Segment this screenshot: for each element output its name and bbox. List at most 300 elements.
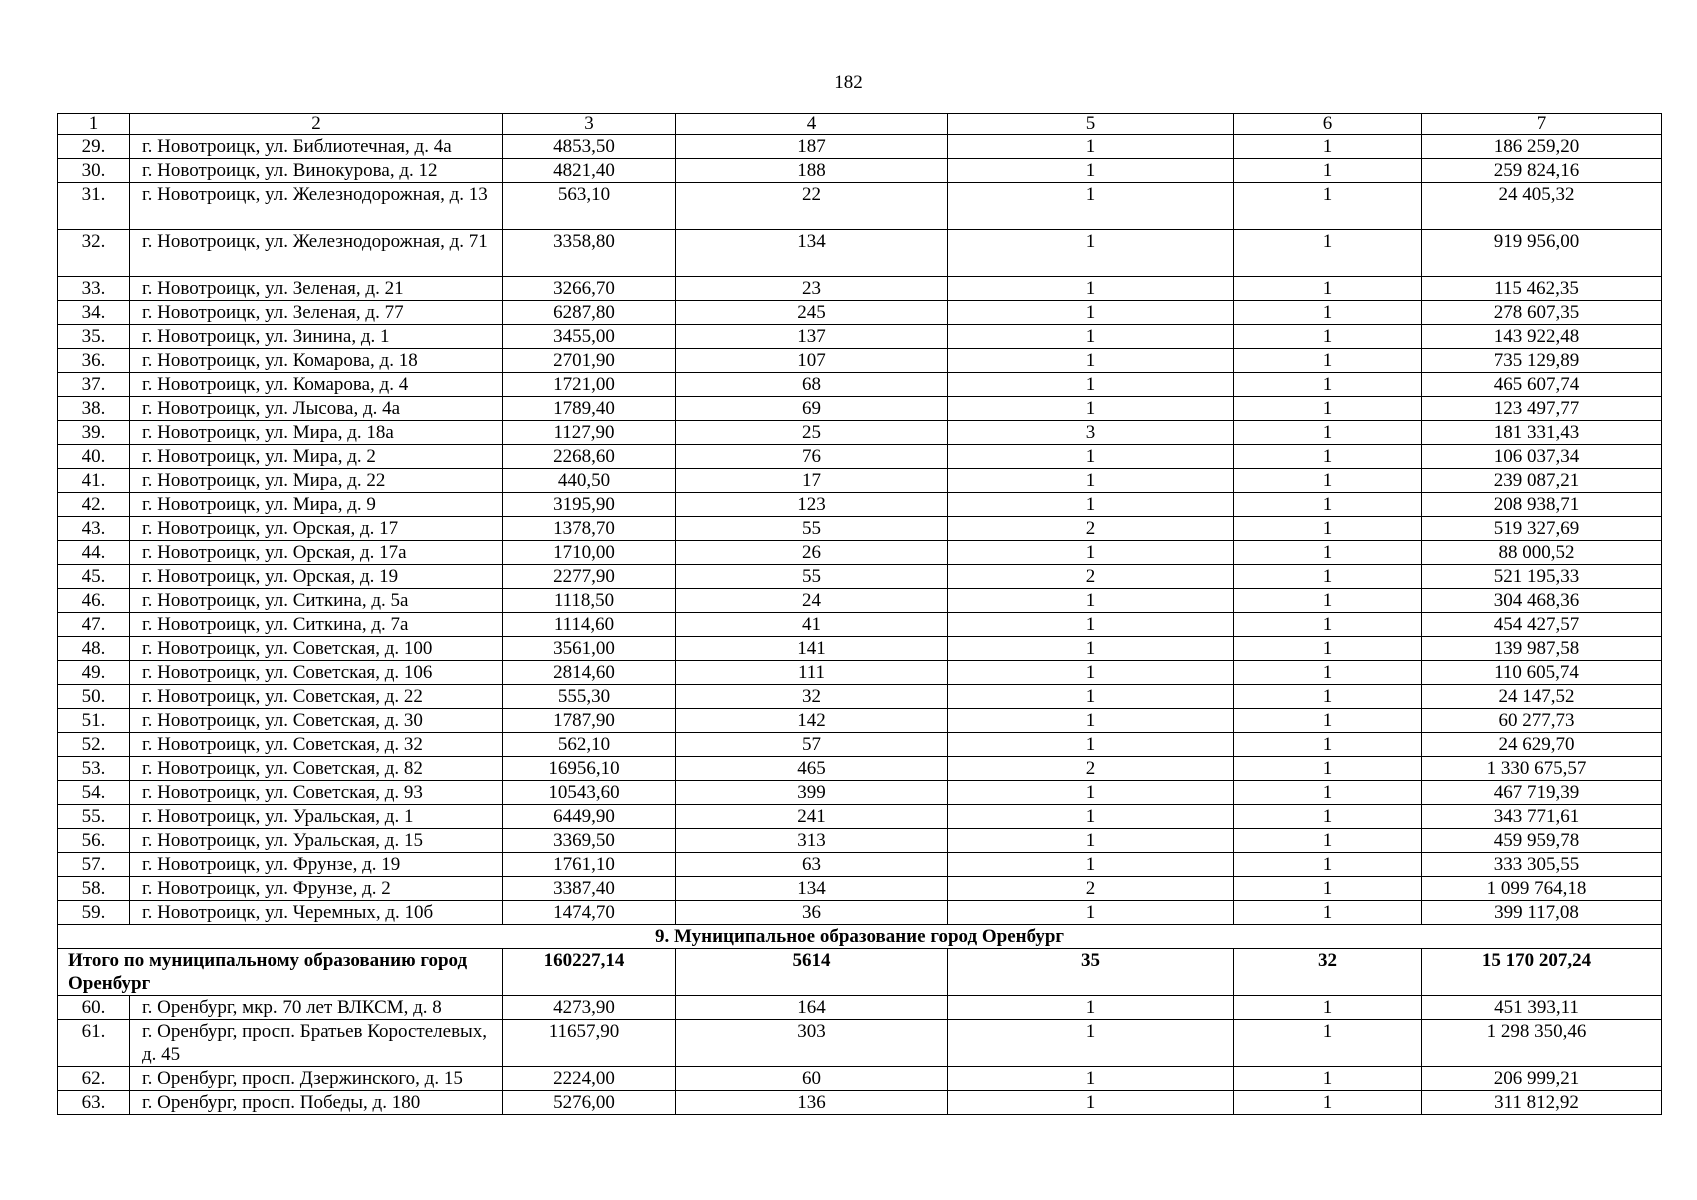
- area-cell: 555,30: [503, 685, 676, 709]
- residents-cell: 32: [676, 685, 948, 709]
- address-cell: г. Новотроицк, ул. Зеленая, д. 21: [130, 277, 503, 301]
- table-row: [58, 325, 1662, 349]
- cost-cell: 919 956,00: [1422, 230, 1662, 277]
- count-cell: 1: [1234, 637, 1422, 661]
- count-cell: 1: [948, 781, 1234, 805]
- residents-cell: 24: [676, 589, 948, 613]
- total-count: 35: [948, 949, 1234, 996]
- count-cell: 1: [1234, 325, 1422, 349]
- count-cell: 1: [948, 445, 1234, 469]
- count-cell: 1: [1234, 135, 1422, 159]
- column-header: 6: [1234, 114, 1422, 135]
- row-number: 58.: [58, 877, 130, 901]
- area-cell: 3266,70: [503, 277, 676, 301]
- cost-cell: 333 305,55: [1422, 853, 1662, 877]
- address-cell: г. Новотроицк, ул. Мира, д. 18а: [130, 421, 503, 445]
- table-row: [58, 829, 1662, 853]
- count-cell: 1: [948, 469, 1234, 493]
- row-number: 34.: [58, 301, 130, 325]
- table-body: [58, 114, 1662, 1115]
- residents-cell: 245: [676, 301, 948, 325]
- address-cell: г. Новотроицк, ул. Ситкина, д. 7а: [130, 613, 503, 637]
- cost-cell: 88 000,52: [1422, 541, 1662, 565]
- address-cell: г. Новотроицк, ул. Уральская, д. 1: [130, 805, 503, 829]
- count-cell: 1: [1234, 230, 1422, 277]
- residents-cell: 134: [676, 877, 948, 901]
- area-cell: 562,10: [503, 733, 676, 757]
- table-row: [58, 1067, 1662, 1091]
- count-cell: 1: [948, 589, 1234, 613]
- table-row: [58, 877, 1662, 901]
- table-row: [58, 565, 1662, 589]
- address-cell: г. Новотроицк, ул. Советская, д. 30: [130, 709, 503, 733]
- row-number: 62.: [58, 1067, 130, 1091]
- row-number: 37.: [58, 373, 130, 397]
- row-number: 51.: [58, 709, 130, 733]
- cost-cell: 451 393,11: [1422, 996, 1662, 1020]
- row-number: 52.: [58, 733, 130, 757]
- table-row: [58, 301, 1662, 325]
- cost-cell: 459 959,78: [1422, 829, 1662, 853]
- table-row: [58, 781, 1662, 805]
- column-header: 2: [130, 114, 503, 135]
- address-cell: г. Новотроицк, ул. Мира, д. 2: [130, 445, 503, 469]
- cost-cell: 304 468,36: [1422, 589, 1662, 613]
- residents-cell: 22: [676, 183, 948, 230]
- residents-cell: 141: [676, 637, 948, 661]
- address-cell: г. Новотроицк, ул. Лысова, д. 4а: [130, 397, 503, 421]
- section-title: 9. Муниципальное образование город Оренбург: [58, 925, 1662, 949]
- table-row: [58, 517, 1662, 541]
- count-cell: 2: [948, 877, 1234, 901]
- area-cell: 2224,00: [503, 1067, 676, 1091]
- residents-cell: 69: [676, 397, 948, 421]
- count-cell: 1: [1234, 1020, 1422, 1067]
- residents-cell: 60: [676, 1067, 948, 1091]
- table-row: [58, 685, 1662, 709]
- residents-cell: 399: [676, 781, 948, 805]
- count-cell: 1: [948, 685, 1234, 709]
- cost-cell: 465 607,74: [1422, 373, 1662, 397]
- row-number: 59.: [58, 901, 130, 925]
- cost-cell: 115 462,35: [1422, 277, 1662, 301]
- residents-cell: 23: [676, 277, 948, 301]
- address-cell: г. Оренбург, просп. Победы, д. 180: [130, 1091, 503, 1115]
- table-row: [58, 159, 1662, 183]
- residents-cell: 136: [676, 1091, 948, 1115]
- table-row: [58, 757, 1662, 781]
- count-cell: 1: [948, 397, 1234, 421]
- count-cell: 1: [1234, 565, 1422, 589]
- row-number: 30.: [58, 159, 130, 183]
- count-cell: 3: [948, 421, 1234, 445]
- table-row: [58, 421, 1662, 445]
- address-cell: г. Новотроицк, ул. Железнодорожная, д. 71: [130, 230, 503, 277]
- count-cell: 1: [1234, 1067, 1422, 1091]
- area-cell: 1710,00: [503, 541, 676, 565]
- area-cell: 1474,70: [503, 901, 676, 925]
- cost-cell: 1 099 764,18: [1422, 877, 1662, 901]
- address-cell: г. Новотроицк, ул. Орская, д. 17а: [130, 541, 503, 565]
- total-row: [58, 949, 1662, 996]
- residents-cell: 68: [676, 373, 948, 397]
- cost-cell: 24 147,52: [1422, 685, 1662, 709]
- count-cell: 1: [948, 709, 1234, 733]
- table-row: [58, 135, 1662, 159]
- count-cell: 1: [1234, 445, 1422, 469]
- cost-cell: 239 087,21: [1422, 469, 1662, 493]
- cost-cell: 60 277,73: [1422, 709, 1662, 733]
- count-cell: 1: [1234, 901, 1422, 925]
- count-cell: 1: [1234, 661, 1422, 685]
- residents-cell: 134: [676, 230, 948, 277]
- column-header: 1: [58, 114, 130, 135]
- residents-cell: 123: [676, 493, 948, 517]
- count-cell: 1: [1234, 709, 1422, 733]
- cost-cell: 110 605,74: [1422, 661, 1662, 685]
- area-cell: 2701,90: [503, 349, 676, 373]
- residents-cell: 188: [676, 159, 948, 183]
- cost-cell: 1 330 675,57: [1422, 757, 1662, 781]
- count-cell: 1: [948, 541, 1234, 565]
- area-cell: 3387,40: [503, 877, 676, 901]
- table-row: [58, 613, 1662, 637]
- count-cell: 1: [948, 1091, 1234, 1115]
- address-cell: г. Новотроицк, ул. Фрунзе, д. 2: [130, 877, 503, 901]
- address-cell: г. Новотроицк, ул. Комарова, д. 4: [130, 373, 503, 397]
- address-cell: г. Новотроицк, ул. Железнодорожная, д. 13: [130, 183, 503, 230]
- residents-cell: 55: [676, 565, 948, 589]
- area-cell: 440,50: [503, 469, 676, 493]
- table-row: [58, 661, 1662, 685]
- row-number: 61.: [58, 1020, 130, 1067]
- cost-cell: 1 298 350,46: [1422, 1020, 1662, 1067]
- cost-cell: 139 987,58: [1422, 637, 1662, 661]
- area-cell: 3369,50: [503, 829, 676, 853]
- residents-cell: 241: [676, 805, 948, 829]
- area-cell: 2277,90: [503, 565, 676, 589]
- count-cell: 1: [948, 733, 1234, 757]
- cost-cell: 454 427,57: [1422, 613, 1662, 637]
- table-row: [58, 230, 1662, 277]
- residents-cell: 164: [676, 996, 948, 1020]
- count-cell: 1: [1234, 301, 1422, 325]
- row-number: 43.: [58, 517, 130, 541]
- count-cell: 1: [948, 613, 1234, 637]
- table-row: [58, 349, 1662, 373]
- residents-cell: 26: [676, 541, 948, 565]
- address-cell: г. Новотроицк, ул. Комарова, д. 18: [130, 349, 503, 373]
- count-cell: 1: [948, 637, 1234, 661]
- count-cell: 1: [1234, 613, 1422, 637]
- cost-cell: 399 117,08: [1422, 901, 1662, 925]
- area-cell: 1114,60: [503, 613, 676, 637]
- area-cell: 6449,90: [503, 805, 676, 829]
- cost-cell: 24 629,70: [1422, 733, 1662, 757]
- row-number: 32.: [58, 230, 130, 277]
- area-cell: 2268,60: [503, 445, 676, 469]
- address-cell: г. Новотроицк, ул. Советская, д. 106: [130, 661, 503, 685]
- area-cell: 2814,60: [503, 661, 676, 685]
- cost-cell: 311 812,92: [1422, 1091, 1662, 1115]
- table-row: [58, 1020, 1662, 1067]
- address-cell: г. Новотроицк, ул. Библиотечная, д. 4а: [130, 135, 503, 159]
- column-number-row: [58, 114, 1662, 135]
- column-header: 3: [503, 114, 676, 135]
- count-cell: 1: [948, 349, 1234, 373]
- row-number: 29.: [58, 135, 130, 159]
- count-cell: 1: [1234, 493, 1422, 517]
- total-count: 32: [1234, 949, 1422, 996]
- row-number: 60.: [58, 996, 130, 1020]
- address-cell: г. Новотроицк, ул. Фрунзе, д. 19: [130, 853, 503, 877]
- table-row: [58, 541, 1662, 565]
- table-row: [58, 637, 1662, 661]
- address-cell: г. Новотроицк, ул. Зеленая, д. 77: [130, 301, 503, 325]
- address-cell: г. Новотроицк, ул. Советская, д. 32: [130, 733, 503, 757]
- table-row: [58, 445, 1662, 469]
- area-cell: 10543,60: [503, 781, 676, 805]
- total-label: Итого по муниципальному образованию город Оренбург: [58, 949, 503, 996]
- column-header: 4: [676, 114, 948, 135]
- address-cell: г. Оренбург, мкр. 70 лет ВЛКСМ, д. 8: [130, 996, 503, 1020]
- table-row: [58, 373, 1662, 397]
- cost-cell: 519 327,69: [1422, 517, 1662, 541]
- cost-cell: 259 824,16: [1422, 159, 1662, 183]
- count-cell: 1: [948, 1067, 1234, 1091]
- count-cell: 1: [1234, 733, 1422, 757]
- row-number: 55.: [58, 805, 130, 829]
- table-row: [58, 901, 1662, 925]
- row-number: 54.: [58, 781, 130, 805]
- row-number: 63.: [58, 1091, 130, 1115]
- residents-cell: 187: [676, 135, 948, 159]
- page-number: 182: [834, 72, 863, 93]
- address-cell: г. Новотроицк, ул. Ситкина, д. 5а: [130, 589, 503, 613]
- count-cell: 1: [1234, 805, 1422, 829]
- table-row: [58, 469, 1662, 493]
- count-cell: 1: [1234, 853, 1422, 877]
- cost-cell: 123 497,77: [1422, 397, 1662, 421]
- count-cell: 1: [1234, 183, 1422, 230]
- table-row: [58, 277, 1662, 301]
- housing-registry-table: [57, 113, 1662, 1115]
- area-cell: 563,10: [503, 183, 676, 230]
- count-cell: 1: [1234, 829, 1422, 853]
- area-cell: 4853,50: [503, 135, 676, 159]
- address-cell: г. Новотроицк, ул. Мира, д. 22: [130, 469, 503, 493]
- count-cell: 1: [948, 135, 1234, 159]
- count-cell: 1: [948, 277, 1234, 301]
- table-row: [58, 733, 1662, 757]
- row-number: 56.: [58, 829, 130, 853]
- row-number: 48.: [58, 637, 130, 661]
- address-cell: г. Новотроицк, ул. Уральская, д. 15: [130, 829, 503, 853]
- row-number: 49.: [58, 661, 130, 685]
- row-number: 57.: [58, 853, 130, 877]
- cost-cell: 181 331,43: [1422, 421, 1662, 445]
- area-cell: 4273,90: [503, 996, 676, 1020]
- residents-cell: 107: [676, 349, 948, 373]
- residents-cell: 111: [676, 661, 948, 685]
- count-cell: 1: [1234, 685, 1422, 709]
- count-cell: 1: [1234, 349, 1422, 373]
- count-cell: 1: [1234, 421, 1422, 445]
- address-cell: г. Новотроицк, ул. Винокурова, д. 12: [130, 159, 503, 183]
- table-row: [58, 589, 1662, 613]
- table-row: [58, 996, 1662, 1020]
- table-row: [58, 183, 1662, 230]
- column-header: 5: [948, 114, 1234, 135]
- residents-cell: 63: [676, 853, 948, 877]
- residents-cell: 137: [676, 325, 948, 349]
- total-residents: 5614: [676, 949, 948, 996]
- row-number: 36.: [58, 349, 130, 373]
- row-number: 45.: [58, 565, 130, 589]
- area-cell: 1721,00: [503, 373, 676, 397]
- residents-cell: 465: [676, 757, 948, 781]
- column-header: 7: [1422, 114, 1662, 135]
- count-cell: 1: [948, 829, 1234, 853]
- total-cost: 15 170 207,24: [1422, 949, 1662, 996]
- row-number: 42.: [58, 493, 130, 517]
- count-cell: 2: [948, 517, 1234, 541]
- cost-cell: 143 922,48: [1422, 325, 1662, 349]
- residents-cell: 41: [676, 613, 948, 637]
- area-cell: 3561,00: [503, 637, 676, 661]
- address-cell: г. Новотроицк, ул. Советская, д. 93: [130, 781, 503, 805]
- address-cell: г. Новотроицк, ул. Зинина, д. 1: [130, 325, 503, 349]
- cost-cell: 186 259,20: [1422, 135, 1662, 159]
- residents-cell: 55: [676, 517, 948, 541]
- cost-cell: 467 719,39: [1422, 781, 1662, 805]
- count-cell: 1: [948, 183, 1234, 230]
- count-cell: 1: [1234, 996, 1422, 1020]
- area-cell: 4821,40: [503, 159, 676, 183]
- area-cell: 1789,40: [503, 397, 676, 421]
- count-cell: 1: [948, 901, 1234, 925]
- cost-cell: 24 405,32: [1422, 183, 1662, 230]
- residents-cell: 36: [676, 901, 948, 925]
- count-cell: 1: [1234, 877, 1422, 901]
- row-number: 40.: [58, 445, 130, 469]
- count-cell: 1: [948, 159, 1234, 183]
- residents-cell: 17: [676, 469, 948, 493]
- count-cell: 1: [948, 230, 1234, 277]
- table-row: [58, 805, 1662, 829]
- area-cell: 6287,80: [503, 301, 676, 325]
- area-cell: 1118,50: [503, 589, 676, 613]
- count-cell: 1: [948, 853, 1234, 877]
- row-number: 44.: [58, 541, 130, 565]
- count-cell: 1: [948, 373, 1234, 397]
- residents-cell: 313: [676, 829, 948, 853]
- address-cell: г. Новотроицк, ул. Советская, д. 100: [130, 637, 503, 661]
- area-cell: 11657,90: [503, 1020, 676, 1067]
- row-number: 35.: [58, 325, 130, 349]
- address-cell: г. Новотроицк, ул. Орская, д. 19: [130, 565, 503, 589]
- address-cell: г. Новотроицк, ул. Советская, д. 22: [130, 685, 503, 709]
- area-cell: 1127,90: [503, 421, 676, 445]
- count-cell: 1: [948, 301, 1234, 325]
- cost-cell: 106 037,34: [1422, 445, 1662, 469]
- area-cell: 3455,00: [503, 325, 676, 349]
- count-cell: 2: [948, 565, 1234, 589]
- count-cell: 1: [948, 325, 1234, 349]
- table-row: [58, 397, 1662, 421]
- area-cell: 1787,90: [503, 709, 676, 733]
- row-number: 39.: [58, 421, 130, 445]
- count-cell: 1: [1234, 517, 1422, 541]
- residents-cell: 25: [676, 421, 948, 445]
- count-cell: 1: [1234, 277, 1422, 301]
- section-row: [58, 925, 1662, 949]
- count-cell: 1: [948, 805, 1234, 829]
- row-number: 47.: [58, 613, 130, 637]
- address-cell: г. Оренбург, просп. Братьев Коростелевых, д. 45: [130, 1020, 503, 1067]
- row-number: 31.: [58, 183, 130, 230]
- table-row: [58, 709, 1662, 733]
- count-cell: 1: [948, 996, 1234, 1020]
- area-cell: 3195,90: [503, 493, 676, 517]
- cost-cell: 208 938,71: [1422, 493, 1662, 517]
- count-cell: 1: [1234, 397, 1422, 421]
- count-cell: 2: [948, 757, 1234, 781]
- total-area: 160227,14: [503, 949, 676, 996]
- row-number: 50.: [58, 685, 130, 709]
- count-cell: 1: [1234, 469, 1422, 493]
- row-number: 33.: [58, 277, 130, 301]
- area-cell: 1378,70: [503, 517, 676, 541]
- residents-cell: 57: [676, 733, 948, 757]
- count-cell: 1: [1234, 541, 1422, 565]
- residents-cell: 76: [676, 445, 948, 469]
- count-cell: 1: [948, 1020, 1234, 1067]
- row-number: 53.: [58, 757, 130, 781]
- table-row: [58, 493, 1662, 517]
- area-cell: 5276,00: [503, 1091, 676, 1115]
- residents-cell: 142: [676, 709, 948, 733]
- cost-cell: 278 607,35: [1422, 301, 1662, 325]
- row-number: 38.: [58, 397, 130, 421]
- table-row: [58, 1091, 1662, 1115]
- count-cell: 1: [1234, 781, 1422, 805]
- cost-cell: 735 129,89: [1422, 349, 1662, 373]
- address-cell: г. Оренбург, просп. Дзержинского, д. 15: [130, 1067, 503, 1091]
- count-cell: 1: [1234, 373, 1422, 397]
- table-row: [58, 853, 1662, 877]
- count-cell: 1: [948, 493, 1234, 517]
- count-cell: 1: [948, 661, 1234, 685]
- row-number: 41.: [58, 469, 130, 493]
- count-cell: 1: [1234, 757, 1422, 781]
- cost-cell: 343 771,61: [1422, 805, 1662, 829]
- cost-cell: 206 999,21: [1422, 1067, 1662, 1091]
- count-cell: 1: [1234, 159, 1422, 183]
- residents-cell: 303: [676, 1020, 948, 1067]
- address-cell: г. Новотроицк, ул. Мира, д. 9: [130, 493, 503, 517]
- cost-cell: 521 195,33: [1422, 565, 1662, 589]
- address-cell: г. Новотроицк, ул. Черемных, д. 10б: [130, 901, 503, 925]
- area-cell: 16956,10: [503, 757, 676, 781]
- count-cell: 1: [1234, 589, 1422, 613]
- area-cell: 3358,80: [503, 230, 676, 277]
- address-cell: г. Новотроицк, ул. Орская, д. 17: [130, 517, 503, 541]
- count-cell: 1: [1234, 1091, 1422, 1115]
- area-cell: 1761,10: [503, 853, 676, 877]
- address-cell: г. Новотроицк, ул. Советская, д. 82: [130, 757, 503, 781]
- row-number: 46.: [58, 589, 130, 613]
